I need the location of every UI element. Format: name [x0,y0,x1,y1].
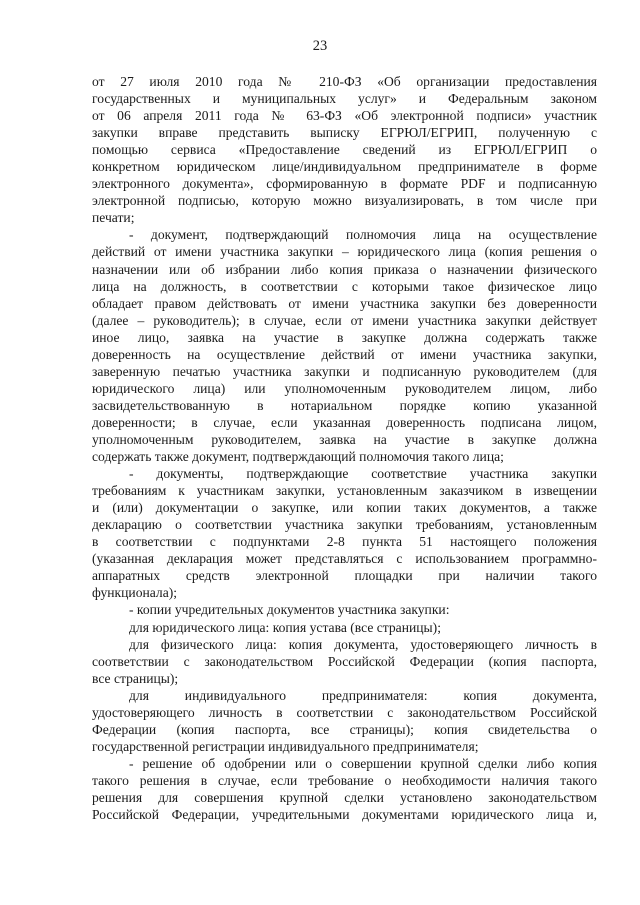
text-line: все страницы); [92,670,179,686]
text-line: государственной регистрации индивидуального предпринимателя; [92,738,479,754]
text-line: уполномоченным руководителем, заявка на участие в закупке должна [92,431,597,447]
text-line: (указанная декларация может представляться с использованием программно- [92,551,597,567]
text-line: электронной подписью, которую можно визуализировать, в том числе при [92,193,597,209]
text-line: заверенную печатью участника закупки и подписанную руководителем (для [92,363,597,379]
text-line: юридического лица) или уполномоченным руководителем лицом, либо [92,380,597,396]
text-line: засвидетельствованную в нотариальном порядке копию указанной [92,397,597,413]
text-line: функционала); [92,585,178,601]
text-line: аппаратных средств электронной площадки при наличии такого [92,568,597,584]
text-line: требованиям к участникам закупки, установленным заказчиком в извещении [92,483,597,499]
text-line: доверенности; в случае, если указанная доверенность подписана лицом, [92,414,597,430]
text-line: для индивидуального предпринимателя: копия документа, [129,687,597,703]
text-line: помощью сервиса «Предоставление сведений из ЕГРЮЛ/ЕГРИП о [92,142,597,158]
body-text [92,73,597,823]
text-line: назначении или об избрании либо копия приказа о назначении физического [92,261,597,277]
page-number: 23 [312,38,328,54]
text-line: электронного документа», сформированную в формате PDF и подписанную [92,176,597,192]
text-line: от 06 апреля 2011 года № 63-ФЗ «Об электронной подписи» участник [92,108,597,124]
text-line: такого решения в случае, если требование о необходимости наличия такого [92,772,597,788]
text-line: конкретном юридическом лице/индивидуальном предпринимателе в форме [92,159,597,175]
text-line: иное лицо, заявка на участие в закупке должна содержать также [92,329,597,345]
text-line: содержать также документ, подтверждающий полномочия такого лица; [92,449,504,465]
text-line: (далее – руководитель); в случае, если от имени участника закупки действует [92,312,597,328]
text-line: - документ, подтверждающий полномочия лица на осуществление [129,227,597,243]
text-line: - копии учредительных документов участника закупки: [129,602,450,618]
text-line: лица на должность, в соответствии с которыми такое физическое лицо [92,278,597,294]
text-line: для физического лица: копия документа, удостоверяющего личность в [129,636,597,652]
text-line: для юридического лица: копия устава (все страницы); [129,619,441,635]
text-line: обладает правом действовать от имени участника закупки без доверенности [92,295,597,311]
text-line: и (или) документации о закупке, или копии таких документов, а также [92,500,597,516]
text-line: действий от имени участника закупки – юридического лица (копия решения о [92,244,597,260]
text-line: - решение об одобрении или о совершении крупной сделки либо копия [129,755,597,771]
text-line: государственных и муниципальных услуг» и Федеральным законом [92,91,597,107]
text-line: в соответствии с подпунктами 2-8 пункта 51 настоящего положения [92,534,597,550]
text-line: удостоверяющего личность в соответствии с законодательством Российской [92,704,597,720]
text-line: доверенность на осуществление действий от имени участника закупки, [92,346,597,362]
text-line: печати; [92,210,135,226]
text-line: декларацию о соответствии участника закупки требованиям, установленным [92,517,597,533]
text-line: соответствии с законодательством Российской Федерации (копия паспорта, [92,653,597,669]
text-line: Федерации (копия паспорта, все страницы); копия свидетельства о [92,721,597,737]
text-line: Российской Федерации, учредительными документами юридического лица и, [92,807,597,823]
text-line: решения для совершения крупной сделки установлено законодательством [92,789,597,805]
text-line: от 27 июля 2010 года № 210-ФЗ «Об организации предоставления [92,74,597,89]
text-line: - документы, подтверждающие соответствие участника закупки [129,466,597,482]
text-line: закупки вправе представить выписку ЕГРЮЛ/ЕГРИП, полученную с [92,125,597,141]
